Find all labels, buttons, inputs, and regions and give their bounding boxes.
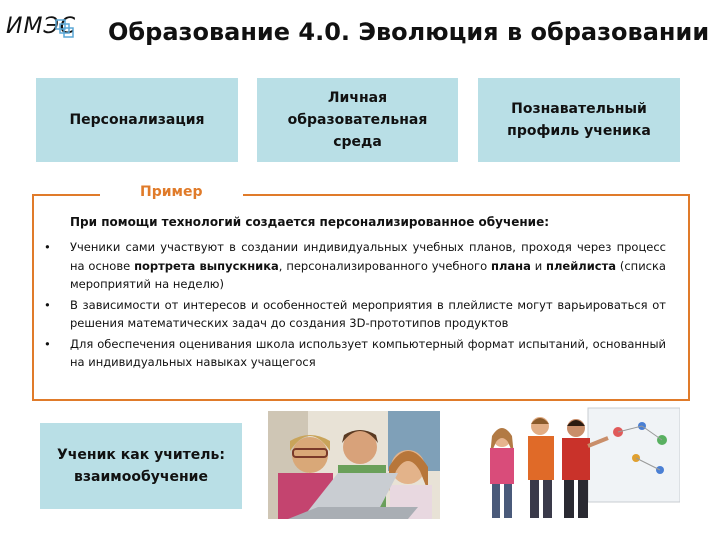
children-laptop-illustration: [268, 411, 440, 519]
box-personal-learning-environment: [257, 78, 458, 162]
photo-children-whiteboard: [476, 406, 680, 520]
bullet-text: (списка мероприятий на неделю): [70, 258, 666, 291]
box-label: Ученик как учитель: взаимообучение: [57, 447, 225, 485]
example-legend: Пример: [100, 184, 243, 200]
bullet-bold-text: плейлиста: [546, 258, 616, 273]
bullet-text: и: [530, 258, 547, 273]
logo-text: ИМЭС: [6, 14, 77, 39]
bullet-bold-text: портрета выпускника: [134, 258, 279, 273]
example-intro: При помощи технологий создается персонализированное обучение:: [70, 215, 550, 229]
bullet-bold-text: плана: [491, 258, 531, 273]
bullet-item: [44, 335, 666, 372]
bullet-text: , персонализированного учебного: [278, 258, 491, 273]
logo-squares-icon: [6, 14, 92, 44]
box-peer-learning: [40, 423, 242, 509]
box-label: Личная образовательная среда: [287, 90, 428, 150]
bullet-dot: •: [44, 297, 51, 312]
bullet-text: В зависимости от интересов и особенностей мероприятия в плейлисте могут варьироваться от решения математических задач до создания 3D-прототипов продуктов: [70, 297, 666, 330]
box-cognitive-profile: [478, 78, 680, 162]
children-whiteboard-illustration: [476, 406, 680, 520]
bullet-text: Ученики сами участвуют в создании индивидуальных учебных планов, проходя через процесс на основе: [70, 240, 666, 273]
bullet-item: [44, 238, 666, 294]
example-bullet-list: [44, 238, 666, 374]
bullet-item: [44, 296, 666, 333]
box-label: Познавательный профиль ученика: [507, 101, 651, 139]
box-personalization: [36, 78, 238, 162]
photo-children-laptop: [268, 411, 440, 519]
bullet-text: Для обеспечения оценивания школа использует компьютерный формат испытаний, основанный на индивидуальных навыках учащегося: [70, 336, 666, 369]
bullet-dot: •: [44, 240, 51, 254]
slide-title: Образование 4.0. Эволюция в образовании: [108, 18, 710, 46]
imes-logo: [6, 14, 92, 44]
bullet-dot: •: [44, 336, 51, 351]
box-label: Персонализация: [69, 112, 205, 128]
